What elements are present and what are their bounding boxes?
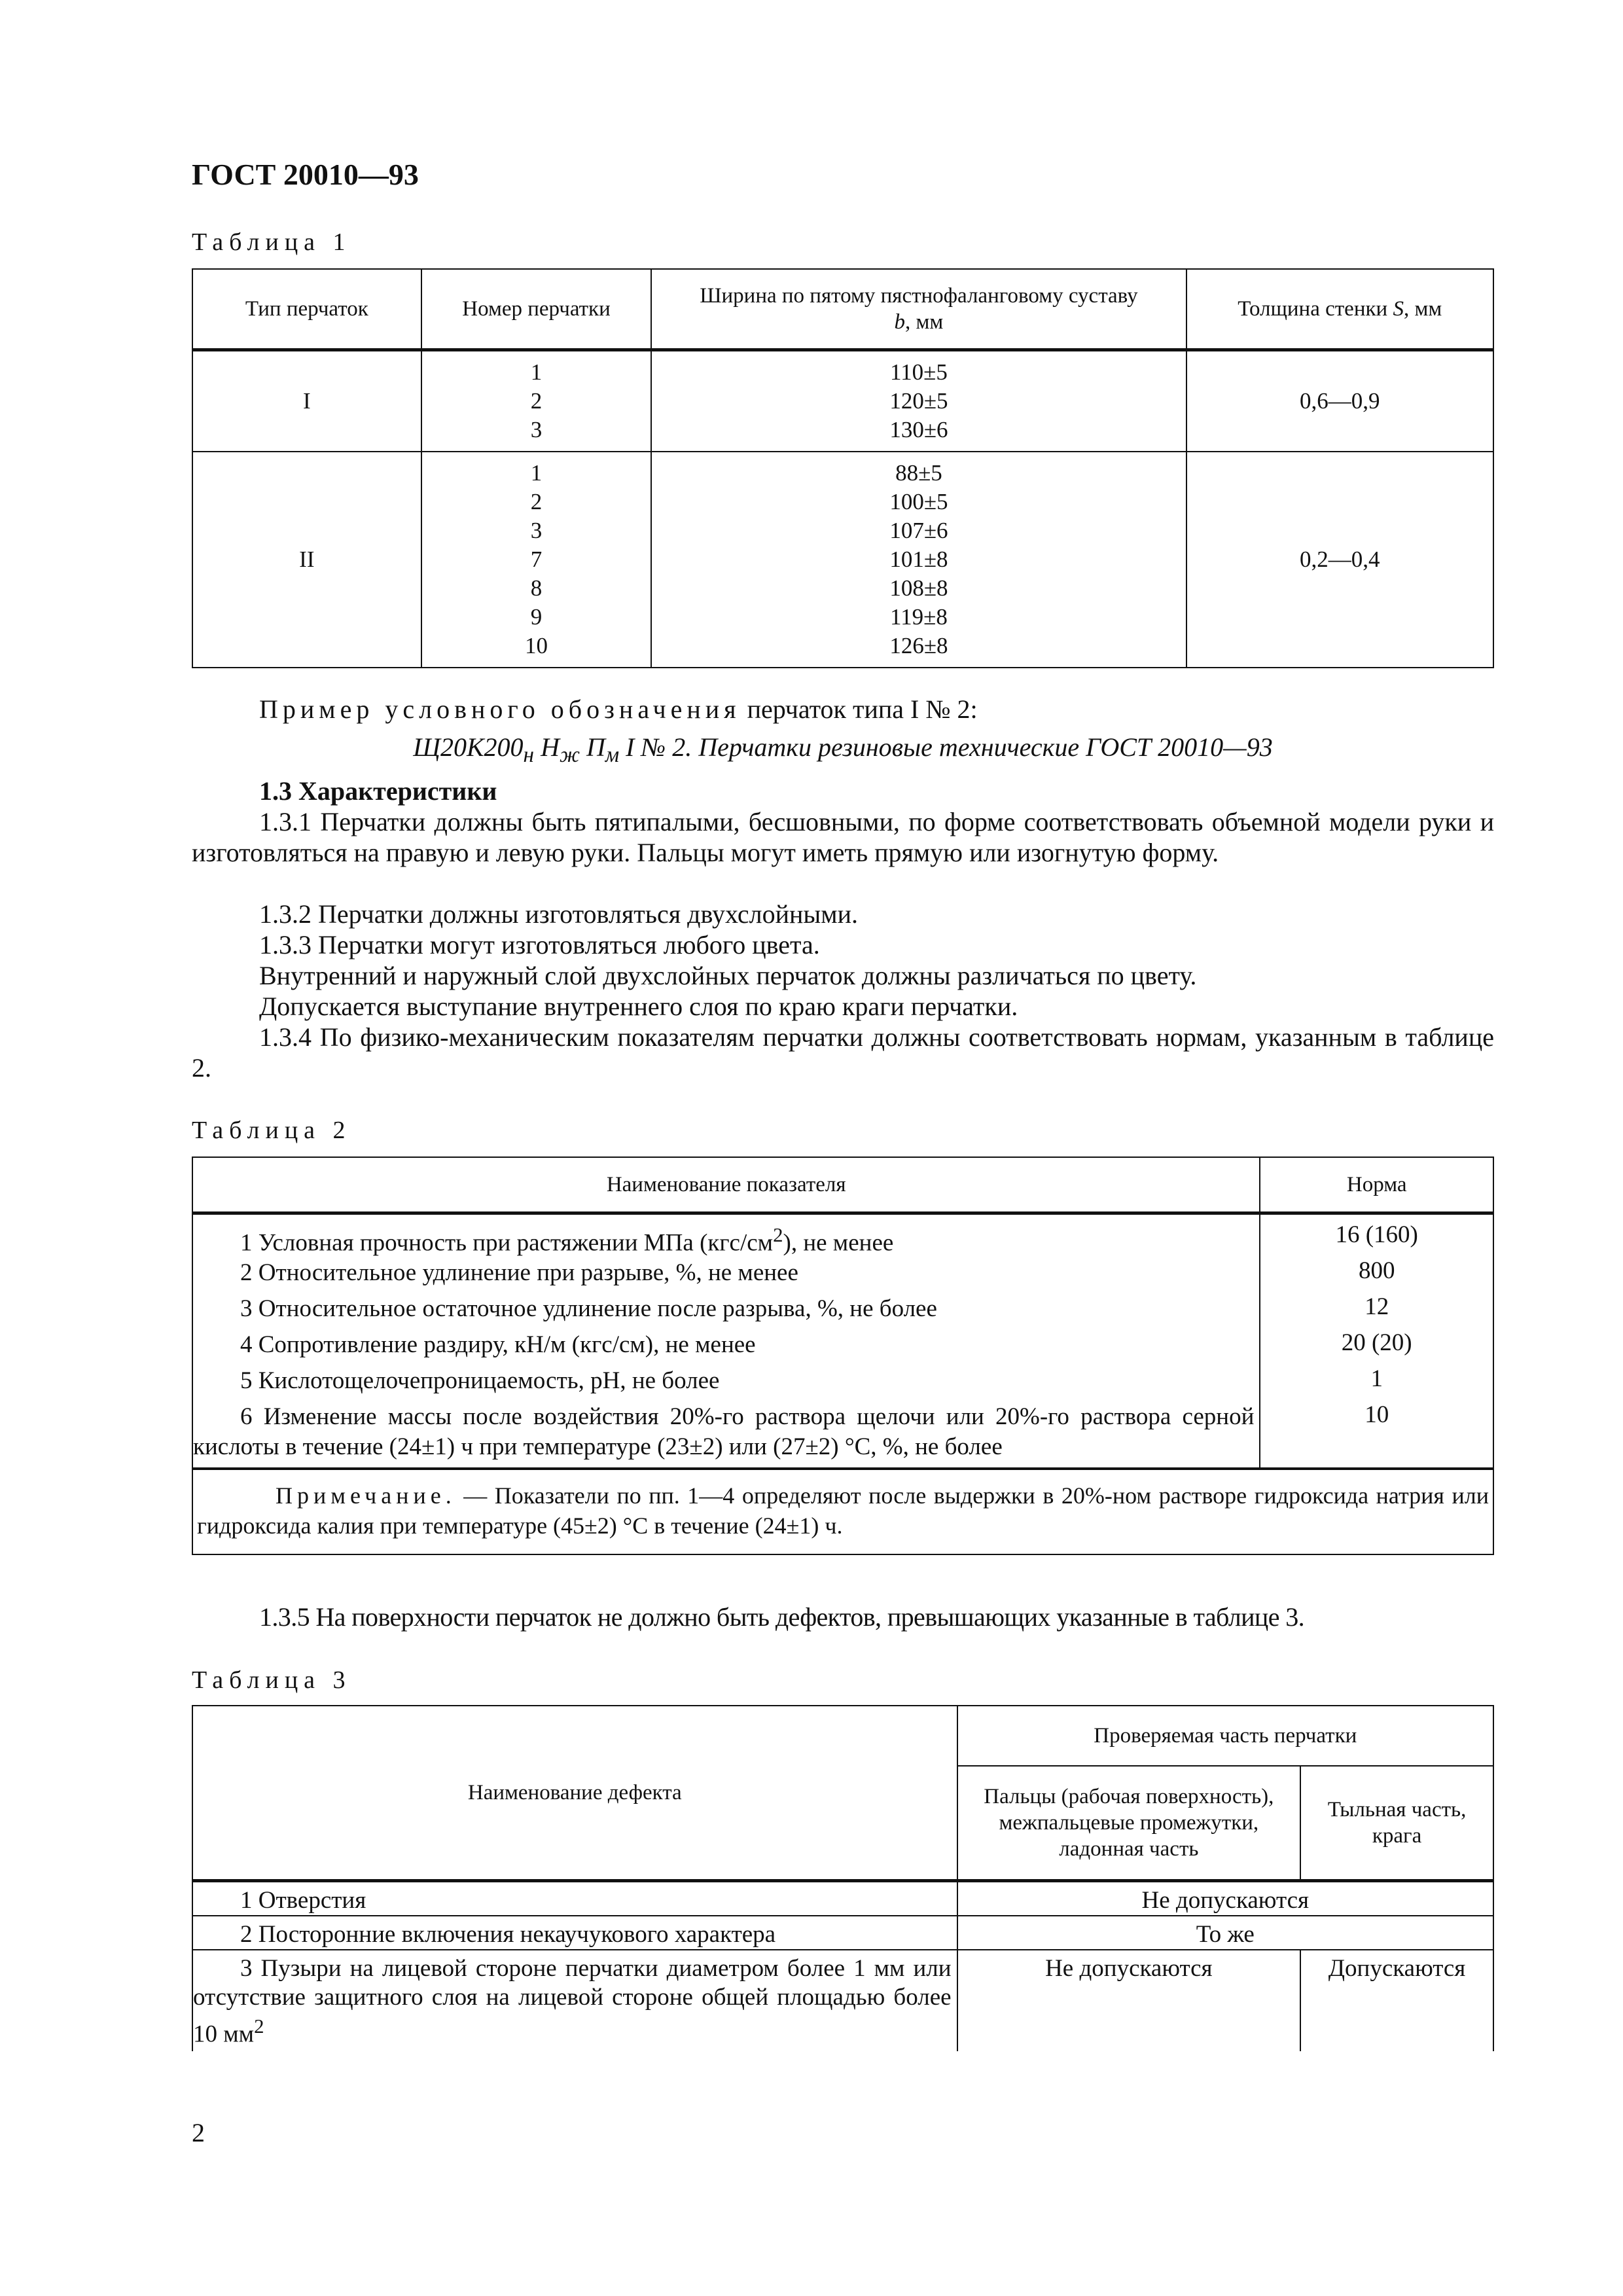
- table2-body-row: [192, 1213, 1493, 1469]
- table1: [192, 268, 1494, 668]
- table1-caption: Таблица 1: [192, 228, 351, 256]
- table2-header-norm: Норма: [1260, 1157, 1493, 1213]
- table2: [192, 1157, 1494, 1555]
- table1-widths-cell: [651, 350, 1186, 452]
- table3-row-merged: Не допускаются: [957, 1881, 1493, 1916]
- example-designation: [192, 732, 1494, 770]
- table2-row-name: 4 Сопротивление раздиру, кН/м (кгс/см), не менее: [240, 1331, 756, 1359]
- section-title: 1.3 Характеристики: [259, 776, 497, 806]
- table2-row-value: 1: [1370, 1365, 1383, 1392]
- table3-row-name-sup: 2: [254, 2015, 264, 2037]
- example-lead-rest: перчаток типа I № 2:: [740, 694, 978, 724]
- table1-header-width: [651, 269, 1186, 350]
- table3-header-defect: Наименование дефекта: [192, 1706, 957, 1881]
- designation-part: Щ20К200: [413, 732, 524, 762]
- table3-header-fingers: Пальцы (рабочая поверхность), межпальцевые промежутки, ладонная часть: [957, 1766, 1301, 1881]
- page-number: 2: [192, 2118, 205, 2147]
- table1-width: 101±8: [889, 547, 948, 572]
- table1-width: 120±5: [889, 388, 948, 414]
- table1-width: 100±5: [889, 489, 948, 514]
- table1-header-width-unit: [658, 309, 1179, 335]
- paragraph-1-3-3: 1.3.3 Перчатки могут изготовляться любого цвета.: [259, 930, 820, 960]
- designation-part: П: [580, 732, 605, 762]
- table2-row-value: 800: [1358, 1257, 1395, 1284]
- table3-row-back: Допускаются: [1300, 1950, 1493, 2051]
- table3-caption: Таблица 3: [192, 1666, 351, 1694]
- table1-widths-cell: [651, 452, 1186, 668]
- table1-group-row: [192, 350, 1493, 452]
- table2-row-name-text: ), не менее: [783, 1229, 894, 1257]
- table1-number: 2: [530, 388, 543, 414]
- table3-row-name-text: 1 Отверстия: [240, 1887, 366, 1914]
- table2-row-name-sup: 2: [773, 1224, 783, 1246]
- table3-row-fingers: Не допускаются: [957, 1950, 1301, 2051]
- designation-sub: ж: [559, 743, 580, 767]
- table3-row-name: [192, 1916, 957, 1950]
- table1-width: 108±8: [889, 575, 948, 601]
- table1-type-cell: II: [192, 452, 421, 668]
- table2-row-name: 3 Относительное остаточное удлинение после разрыва, %, не более: [240, 1295, 937, 1323]
- paragraph-inner-layer: Допускается выступание внутреннего слоя по краю краги перчатки.: [259, 992, 1018, 1021]
- table1-number: 9: [530, 604, 543, 630]
- table1-header-thickness-mm: , мм: [1403, 297, 1442, 321]
- table1-thickness-cell: 0,2—0,4: [1186, 452, 1494, 668]
- table1-header-number: Номер перчатки: [421, 269, 652, 350]
- paragraph-layers: Внутренний и наружный слой двухслойных перчаток должны различаться по цвету.: [259, 961, 1197, 990]
- table1-number: 8: [530, 575, 543, 601]
- table1-header-row: [192, 269, 1493, 350]
- table3-header-back: Тыльная часть, крага: [1300, 1766, 1493, 1881]
- table2-values-cell: [1260, 1213, 1493, 1469]
- paragraph-1-3-2: 1.3.2 Перчатки должны изготовляться двухслойными.: [259, 899, 858, 929]
- table3-header-part: Проверяемая часть перчатки: [957, 1706, 1493, 1766]
- document-header: ГОСТ 20010—93: [192, 158, 419, 191]
- table1-header-width-symbol: b: [894, 310, 906, 334]
- table2-note-row: [192, 1469, 1493, 1554]
- table1-width: 119±8: [889, 604, 948, 630]
- designation-sub: м: [605, 743, 620, 767]
- table3-row-name: [192, 1950, 957, 2051]
- table2-header-name: Наименование показателя: [192, 1157, 1260, 1213]
- table3-row-merged: То же: [957, 1916, 1493, 1950]
- designation-part: Н: [534, 732, 560, 762]
- table1-number: 10: [525, 633, 548, 658]
- table3-row: [192, 1881, 1493, 1916]
- designation-sub: н: [523, 743, 535, 767]
- table1-number: 1: [530, 359, 543, 385]
- table2-caption: Таблица 2: [192, 1117, 351, 1144]
- table1-header-thickness-text: Толщина стенки: [1238, 297, 1393, 321]
- table2-note-label: Примечание.: [276, 1482, 456, 1509]
- table1-width: 130±6: [889, 417, 948, 442]
- table3-row-name: [192, 1881, 957, 1916]
- table2-row-name: 5 Кислотощелочепроницаемость, рН, не более: [240, 1367, 720, 1395]
- table3: [192, 1705, 1494, 2051]
- table3-row: [192, 1916, 1493, 1950]
- table2-note-text: — Показатели по пп. 1—4 определяют после выдержки в 20%-ном растворе гидроксида натрия или гидроксида калия при температуре (45±2) °С в течение (24±1) ч.: [197, 1482, 1489, 1539]
- table2-names-cell: [192, 1213, 1260, 1469]
- paragraph-1-3-1: 1.3.1 Перчатки должны быть пятипалыми, бесшовными, по форме соответствовать объемной модели руки и изготовляться на правую и левую руки. Пальцы могут иметь прямую или изогнутую форму.: [192, 807, 1494, 867]
- table1-type-cell: I: [192, 350, 421, 452]
- table2-header-row: [192, 1157, 1493, 1213]
- paragraph-1-3-4: 1.3.4 По физико-механическим показателям перчатки должны соответствовать нормам, указанным в таблице 2.: [192, 1022, 1494, 1083]
- table2-row-name: [193, 1220, 1254, 1258]
- table3-row: [192, 1950, 1493, 2051]
- table2-row-name: 6 Изменение массы после воздействия 20%-го раствора щелочи или 20%-го раствора серной кислоты в течение (24±1) ч при температуре (23±2) или (27±2) °С, %, не более: [193, 1403, 1255, 1461]
- table1-number: 7: [530, 547, 543, 572]
- table1-header-width-mm: , мм: [905, 310, 944, 334]
- paragraph-1-3-5: 1.3.5 На поверхности перчаток не должно быть дефектов, превышающих указанные в таблице 3.: [259, 1602, 1305, 1632]
- table1-number: 3: [530, 518, 543, 543]
- example-lead: Пример условного обозначения: [259, 694, 741, 724]
- table1-group-row: [192, 452, 1493, 668]
- table1-header-type: Тип перчаток: [192, 269, 421, 350]
- table1-header-thickness: [1186, 269, 1494, 350]
- table2-row-value: 16 (160): [1335, 1221, 1418, 1248]
- table1-header-width-text: Ширина по пятому пястнофаланговому суставу: [700, 284, 1138, 308]
- table2-row-value: 12: [1364, 1293, 1389, 1320]
- table1-header-thickness-symbol: S: [1393, 297, 1404, 321]
- table2-note: [192, 1469, 1493, 1554]
- table1-width: 88±5: [895, 460, 942, 486]
- table2-row-value: 10: [1364, 1401, 1389, 1428]
- table1-number: 1: [530, 460, 543, 486]
- table3-header-row-1: [192, 1706, 1493, 1766]
- designation-part: I № 2. Перчатки резиновые технические ГОСТ 20010—93: [619, 732, 1273, 762]
- table1-width: 126±8: [889, 633, 948, 658]
- table1-number: 3: [530, 417, 543, 442]
- table1-thickness-cell: 0,6—0,9: [1186, 350, 1494, 452]
- example-intro: [192, 694, 1561, 725]
- table3-row-name-text: 3 Пузыри на лицевой стороне перчатки диаметром более 1 мм или отсутствие защитного слоя на лицевой стороне общей площадью более 10 мм: [193, 1955, 952, 2048]
- table3-row-name-text: 2 Посторонние включения некаучукового характера: [240, 1921, 776, 1948]
- table1-number: 2: [530, 489, 543, 514]
- table2-row-name: 2 Относительное удлинение при разрыве, %, не менее: [240, 1259, 798, 1287]
- table1-numbers-cell: [421, 452, 652, 668]
- table1-width: 107±6: [889, 518, 948, 543]
- table1-width: 110±5: [889, 359, 948, 385]
- table1-numbers-cell: [421, 350, 652, 452]
- table2-row-name-text: 1 Условная прочность при растяжении МПа (кгс/см: [240, 1229, 774, 1257]
- table2-row-value: 20 (20): [1341, 1329, 1412, 1356]
